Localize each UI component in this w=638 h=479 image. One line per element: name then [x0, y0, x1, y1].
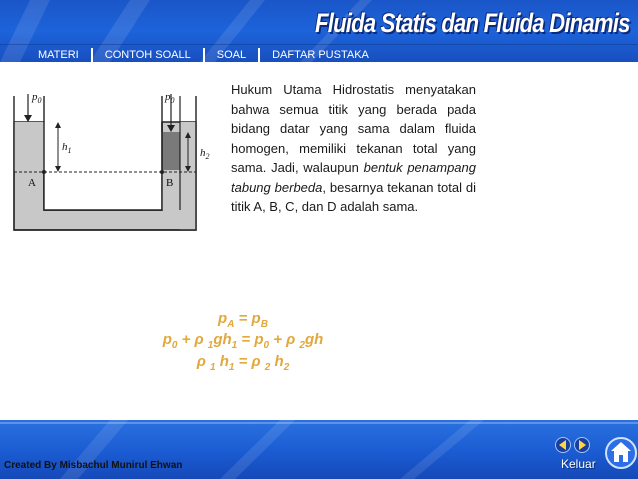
- equation-density-height: ρ $_1$ $h_1 = \rho$ $_2$ $h_2$: [196, 353, 290, 373]
- point-a-marker: [42, 170, 46, 174]
- header-bar: [0, 0, 638, 62]
- nav-contoh-soal[interactable]: CONTOH SOALL: [93, 48, 205, 62]
- app-title: Fluida Statis dan Fluida Dinamis: [315, 8, 630, 38]
- main-nav: [12, 47, 381, 63]
- label-b: B: [166, 177, 174, 189]
- equation-pressure-expanded: $p_0 + \rho$ $_1gh_1 = p_0 + \rho$ $_2$gh: [162, 331, 324, 351]
- exit-button[interactable]: Keluar: [561, 457, 596, 471]
- prev-arrow-icon[interactable]: [556, 438, 571, 453]
- label-p0-right: $p_0$: [165, 91, 175, 105]
- label-p0-left: $p_0$: [32, 91, 42, 105]
- label-h1: $h_1$: [62, 141, 72, 155]
- credit-text: Created By Misbachul Munirul Ehwan: [4, 460, 183, 471]
- u-tube-diagram: [10, 86, 220, 236]
- equation-pressure-equal: $p_A = p_B$: [218, 310, 268, 330]
- nav-materi[interactable]: MATERI: [12, 48, 93, 62]
- explanation-text: [231, 80, 476, 217]
- p0-left-arrow-icon: [24, 115, 32, 122]
- slide-navigation: [555, 436, 591, 454]
- explanation-part-2: , besarnya tekanan total di titik A, B, C, dan D adalah sama.: [231, 179, 476, 214]
- next-arrow-icon[interactable]: [575, 438, 590, 453]
- label-a: A: [28, 177, 36, 189]
- point-b-marker: [160, 170, 164, 174]
- explanation-part-1: Hukum Utama Hidrostatis menyatakan bahwa semua titik yang berada pada bidang datar yang sama dalam fluida homogen, memiliki tekanan total yang sama. Jadi, walaupun: [231, 82, 476, 175]
- right-column-dark-fluid: [162, 132, 180, 170]
- left-column-fluid: [14, 122, 44, 172]
- explanation-emphasis: bentuk penampang tabung berbeda: [231, 160, 476, 195]
- nav-soal[interactable]: SOAL: [205, 48, 260, 62]
- nav-daftar-pustaka[interactable]: DAFTAR PUSTAKA: [272, 49, 369, 61]
- label-h2: $h_2$: [200, 147, 210, 161]
- home-icon[interactable]: [604, 436, 638, 476]
